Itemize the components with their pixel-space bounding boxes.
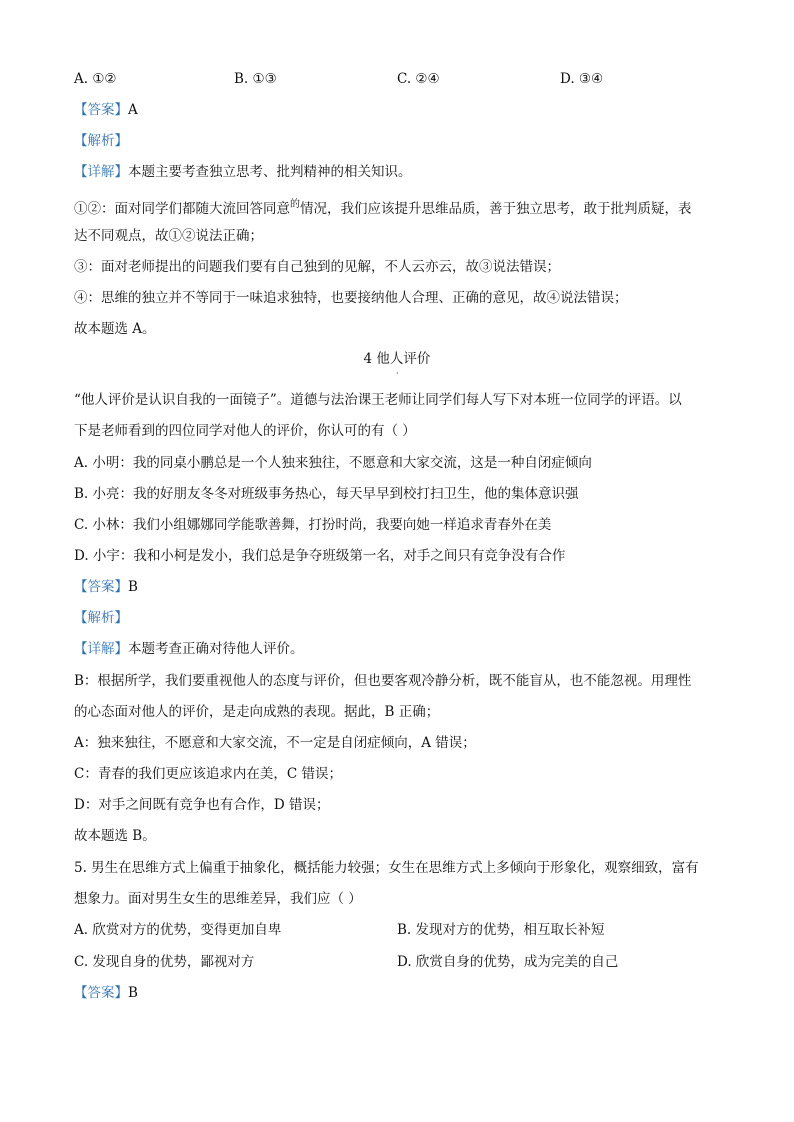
q4-analysis-tag: 【解析】 [74, 610, 128, 626]
q4-option-b: B. 小亮：我的好朋友冬冬对班级事务热心，每天早早到校打扫卫生，他的集体意识强 [74, 486, 579, 502]
superscript-char: 的 [290, 199, 300, 210]
q5-option-c: C. 发现自身的优势，鄙视对方 [74, 954, 255, 970]
q4-explanation-c: C：青春的我们更应该追求内在美，C 错误； [74, 766, 342, 782]
q5-option-a: A. 欣赏对方的优势，变得更加自卑 [74, 922, 282, 938]
q3-option-d: D. ③④ [560, 71, 604, 87]
q3-option-a: A. ①② [74, 71, 117, 87]
q4-explanation-b2: 的心态面对他人的评价，是走向成熟的表现。据此，B 正确； [74, 704, 440, 720]
q3-explanation-3: ③：面对老师提出的问题我们要有自己独到的见解，不人云亦云，故③说法错误； [74, 259, 560, 275]
answer-tag: 【答案】 [74, 102, 128, 118]
q4-explanation-b1: B：根据所学，我们要重视他人的态度与评价，但也要客观冷静分析，既不能盲从，也不能忽视。用理性 [74, 673, 692, 689]
q4-option-a: A. 小明：我的同桌小鹏总是一个人独来独往，不愿意和大家交流，这是一种自闭症倾向 [74, 455, 592, 471]
answer-value: A [128, 102, 138, 118]
q3-option-c: C. ②④ [397, 71, 440, 87]
detail-tag: 【详解】 [74, 641, 128, 657]
decorative-dot: · [396, 369, 399, 378]
q3-explanation-2: 达不同观点，故①②说法正确； [74, 228, 263, 244]
q5-option-d: D. 欣赏自身的优势，成为完美的自己 [397, 954, 619, 970]
q3-conclusion: 故本题选 A。 [74, 321, 156, 337]
answer-value: B [128, 985, 138, 1001]
q5-stem-1: 5. 男生在思维方式上偏重于抽象化，概括能力较强；女生在思维方式上多倾向于形象化，观察细致，富有 [74, 860, 699, 876]
q4-detail-line [74, 640, 304, 658]
detail-intro: 本题主要考查独立思考、批判精神的相关知识。 [128, 164, 412, 180]
q4-explanation-a: A：独来独往，不愿意和大家交流，不一定是自闭症倾向，A 错误； [74, 735, 476, 751]
q4-option-d: D. 小宇：我和小柯是发小，我们总是争夺班级第一名，对手之间只有竞争没有合作 [74, 548, 566, 564]
q3-answer-line [74, 101, 138, 119]
q3-explanation-1 [74, 196, 692, 218]
explanation-text-cont: 情况，我们应该提升思维品质，善于独立思考，敢于批判质疑，表 [300, 201, 692, 217]
q4-stem-1: “他人评价是认识自我的一面镜子”。道德与法治课王老师让同学们每人写下对本班一位同学的评语。以 [74, 392, 682, 408]
q4-explanation-d: D：对手之间既有竞争也有合作，D 错误； [74, 797, 330, 813]
answer-value: B [128, 579, 138, 595]
q3-detail-line [74, 163, 412, 181]
answer-tag: 【答案】 [74, 579, 128, 595]
q3-explanation-4: ④：思维的独立并不等同于一味追求独特，也要接纳他人合理、正确的意见，故④说法错误； [74, 290, 628, 306]
section-heading: 4 他人评价 [363, 351, 431, 367]
q5-answer-line [74, 984, 138, 1002]
q4-option-c: C. 小林：我们小组娜娜同学能歌善舞，打扮时尚，我要向她一样追求青春外在美 [74, 517, 552, 533]
q5-stem-2: 想象力。面对男生女生的思维差异，我们应（ ） [74, 891, 362, 907]
q4-answer-line [74, 578, 138, 596]
answer-tag: 【答案】 [74, 985, 128, 1001]
q4-stem-2: 下是老师看到的四位同学对他人的评价，你认可的有（ ） [74, 423, 416, 439]
detail-intro: 本题考查正确对待他人评价。 [128, 641, 304, 657]
q3-analysis-tag: 【解析】 [74, 133, 128, 149]
q3-option-b: B. ①③ [234, 71, 277, 87]
q4-conclusion: 故本题选 B。 [74, 828, 156, 844]
explanation-text: ①②：面对同学们都随大流回答同意 [74, 201, 290, 217]
q5-option-b: B. 发现对方的优势，相互取长补短 [397, 922, 605, 938]
detail-tag: 【详解】 [74, 164, 128, 180]
